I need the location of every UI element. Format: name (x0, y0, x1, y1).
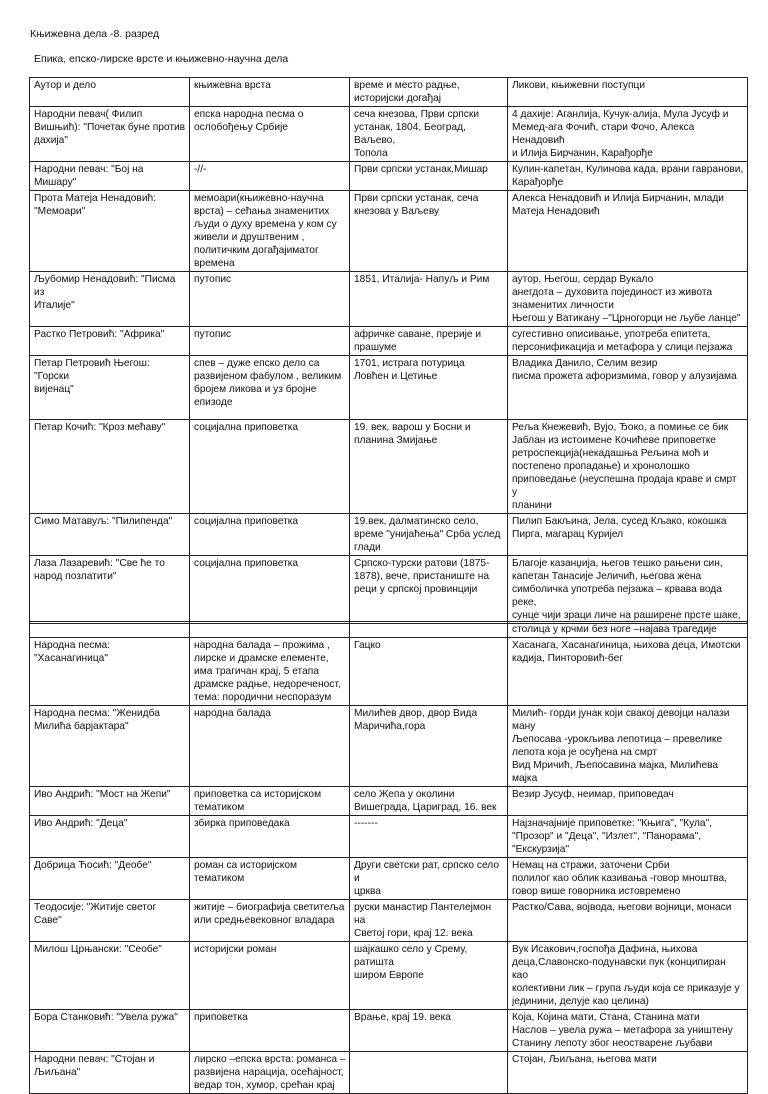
genre-cell: житије – биографија светитеља или средњевековног владара (190, 900, 350, 942)
genre-cell: спев – дуже епско дело са развијеном фабулом , великим бројем ликова и уз бројне епизоде (190, 356, 350, 420)
genre-cell: народна балада – прожима , лирске и драмске елементе, има трагичан крај, 5 етапа драмске радње, недореченост, тема: породични неспоразум (190, 638, 350, 706)
genre-cell: приповетка (190, 1010, 350, 1052)
table-row (30, 858, 748, 900)
time-place-cell: Први српски устанак,Мишар (350, 162, 508, 191)
author-work-cell (30, 622, 190, 638)
time-place-cell: сеча кнезова, Први српски устанак, 1804, Београд, Ваљево, Топола (350, 107, 508, 162)
author-work-cell: Симо Матавуљ: "Пилипенда" (30, 514, 190, 556)
characters-cell: Владика Данило, Селим везир писма прожета афоризмима, говор у алузијама (508, 356, 748, 420)
genre-cell: путопис (190, 327, 350, 356)
time-place-cell: Други светски рат, српско село и црква (350, 858, 508, 900)
characters-cell: Ликови, књижевни поступци (508, 78, 748, 107)
author-work-cell: Растко Петровић: "Африка" (30, 327, 190, 356)
works-table-page-2 (29, 621, 748, 1094)
time-place-cell: 1851, Италија- Напуљ и Рим (350, 272, 508, 327)
genre-cell: историјски роман (190, 942, 350, 1010)
time-place-cell: Први српски устанак, сеча кнезова у Ваљеву (350, 191, 508, 272)
author-work-cell: Аутор и дело (30, 78, 190, 107)
time-place-cell (350, 622, 508, 638)
characters-cell: Кулин-капетан, Кулинова када, врани гавранови, Карађорђе (508, 162, 748, 191)
characters-cell: аутор, Његош, сердар Вукало анегдота – духовита појединост из живота знаменитих личности Његош у Ватикану –"Црногорци не љубе ланце" (508, 272, 748, 327)
time-place-cell: 19.век, далматинско село, време "унијаћења" Срба услед глади (350, 514, 508, 556)
author-work-cell: Теодосије: "Житије светог Саве" (30, 900, 190, 942)
author-work-cell: Љубомир Ненадовић: "Писма из Италије" (30, 272, 190, 327)
characters-cell: Реља Кнежевић, Вујо, Ђоко, а помиње се бик Јаблан из истоимене Кочићеве приповетке ретроспекција(некадашња Рељина моћ и постепено пропадање) и хронолошко приповедање (неуспешна продаја краве и смрт у планини (508, 420, 748, 514)
author-work-cell: Милош Црњански: "Сеобе" (30, 942, 190, 1010)
table-row (30, 191, 748, 272)
table-row (30, 420, 748, 514)
characters-cell: Најзначајније приповетке: "Књига", "Кула", "Прозор" и "Деца", "Излет", "Панорама", "Екскурзија" (508, 816, 748, 858)
author-work-cell: Бора Станковић: "Увела ружа" (30, 1010, 190, 1052)
table-row (30, 706, 748, 787)
table-row (30, 107, 748, 162)
characters-cell: столица у крчми без ноге –најава трагедије (508, 622, 748, 638)
author-work-cell: Народни певач( Филип Вишњић): "Почетак буне против дахија" (30, 107, 190, 162)
genre-cell: приповетка са историјском тематиком (190, 787, 350, 816)
genre-cell: лирско –епска врста: романса – развијена нарација, осећајност, ведар тон, хумор, срећан крај (190, 1052, 350, 1094)
characters-cell: 4 дахије: Аганлија, Кучук-алија, Мула Јусуф и Мемед-ага Фочић, стари Фочо, Алекса Ненадовић и Илија Бирчанин, Карађорђе (508, 107, 748, 162)
author-work-cell: Петар Петровић Његош: "Горски вијенац" (30, 356, 190, 420)
characters-cell: Хасанага, Хасанагиница, њихова деца, Имотски кадија, Пинторовић-бег (508, 638, 748, 706)
time-place-cell: 19. век, варош у Босни и планина Змијање (350, 420, 508, 514)
genre-cell: епска народна песма о oслобођењу Србије (190, 107, 350, 162)
table-header-row (30, 78, 748, 107)
genre-cell: роман са историјском тематиком (190, 858, 350, 900)
genre-cell: путопис (190, 272, 350, 327)
characters-cell: Благоје казанџија, његов тешко рањени син, капетан Танасије Јеличић, његова жена симболичка употреба пејзажа – крвава вода реке, сунце чији зраци личе на раширене прсте шаке, (508, 556, 748, 624)
characters-cell: Која, Којина мати, Стана, Станина мати Наслов – увела ружа – метафора за уништену Станину лепоту због неостварене љубави (508, 1010, 748, 1052)
table-row (30, 356, 748, 420)
genre-cell: књижевна врста (190, 78, 350, 107)
table-row (30, 816, 748, 858)
document-subtitle: Епика, епско-лирске врсте и књижевно-научна дела (34, 53, 289, 65)
characters-cell: Везир Јусуф, неимар, приповедач (508, 787, 748, 816)
time-place-cell: ------- (350, 816, 508, 858)
genre-cell: мемоари(књижевно-научна врста) – сећања знаменитих људи о духу времена у ком су живели и друштвеним , политичким догађајиматог времена (190, 191, 350, 272)
author-work-cell: Добрица Ћосић: "Деобе" (30, 858, 190, 900)
time-place-cell: шајкашко село у Срему, ратишта широм Европе (350, 942, 508, 1010)
time-place-cell (350, 1052, 508, 1094)
table-row (30, 942, 748, 1010)
table-row (30, 162, 748, 191)
characters-cell: Стојан, Љиљана, његова мати (508, 1052, 748, 1094)
characters-cell: Растко/Сава, војвода, његови војници, монаси (508, 900, 748, 942)
time-place-cell: Српско-турски ратови (1875- 1878), вече, пристаниште на реци у српској провинцији (350, 556, 508, 624)
genre-cell: збирка приповедака (190, 816, 350, 858)
author-work-cell: Лаза Лазаревић: "Све ће то народ позлатити" (30, 556, 190, 624)
characters-cell: Немац на стражи, заточени Срби полилог као облик казивања -говор мноштва, говор више говорника истовремено (508, 858, 748, 900)
genre-cell (190, 622, 350, 638)
characters-cell: Милић- горди јунак који свакој девојци налази ману Љепосава -урокљива лепотица – превелике лепота која је осуђена на смрт Вид Мричић, Љепосавина мајка, Милићева мајка (508, 706, 748, 787)
author-work-cell: Петар Кочић: "Кроз мећаву" (30, 420, 190, 514)
genre-cell: социјална приповетка (190, 556, 350, 624)
characters-cell: сугестивно описивање, употреба епитета, персонификација и метафора у слици пејзажа (508, 327, 748, 356)
genre-cell: народна балада (190, 706, 350, 787)
table-row (30, 1052, 748, 1094)
table-row (30, 638, 748, 706)
genre-cell: -//- (190, 162, 350, 191)
time-place-cell: Гацко (350, 638, 508, 706)
works-table-page-1 (29, 77, 748, 624)
time-place-cell: 1701, истрага потурица Ловћен и Цетиње (350, 356, 508, 420)
author-work-cell: Народни певач: "Стојан и Љиљана" (30, 1052, 190, 1094)
characters-cell: Пилип Бакљина, Јела, сусед Кљако, кокошка Пирга, магарац Куријел (508, 514, 748, 556)
table-row (30, 272, 748, 327)
author-work-cell: Народна песма: "Хасанагиница" (30, 638, 190, 706)
time-place-cell: руски манастир Пантелејмон на Светој гори, крај 12. века (350, 900, 508, 942)
table-row (30, 622, 748, 638)
author-work-cell: Иво Андрић: "Мост на Жепи" (30, 787, 190, 816)
time-place-cell: село Жепа у околини Вишеграда, Цариград, 16. век (350, 787, 508, 816)
time-place-cell: Врање, крај 19. века (350, 1010, 508, 1052)
author-work-cell: Иво Андрић: "Деца" (30, 816, 190, 858)
genre-cell: социјална приповетка (190, 514, 350, 556)
table-row (30, 327, 748, 356)
characters-cell: Алекса Ненадовић и Илија Бирчанин, млади Матеја Ненадовић (508, 191, 748, 272)
time-place-cell: афричке саване, прерије и прашуме (350, 327, 508, 356)
genre-cell: социјална приповетка (190, 420, 350, 514)
table-row (30, 1010, 748, 1052)
author-work-cell: Народна песма: "Женидба Милића барјактара" (30, 706, 190, 787)
document-title: Књижевна дела -8. разред (30, 28, 160, 40)
author-work-cell: Народни певач: "Бој на Мишару" (30, 162, 190, 191)
table-row (30, 787, 748, 816)
table-row (30, 514, 748, 556)
characters-cell: Вук Исакович,госпођа Дафина, њихова деца,Славонско-подунавски пук (конципиран као колективни лик – група људи која се приказује у јединини, делује као целина) (508, 942, 748, 1010)
time-place-cell: време и место радње, историјски догађај (350, 78, 508, 107)
table-row (30, 556, 748, 624)
table-row (30, 900, 748, 942)
time-place-cell: Милићев двор, двор Вида Маричића,гора (350, 706, 508, 787)
author-work-cell: Прота Матеја Ненадовић: "Мемоари" (30, 191, 190, 272)
